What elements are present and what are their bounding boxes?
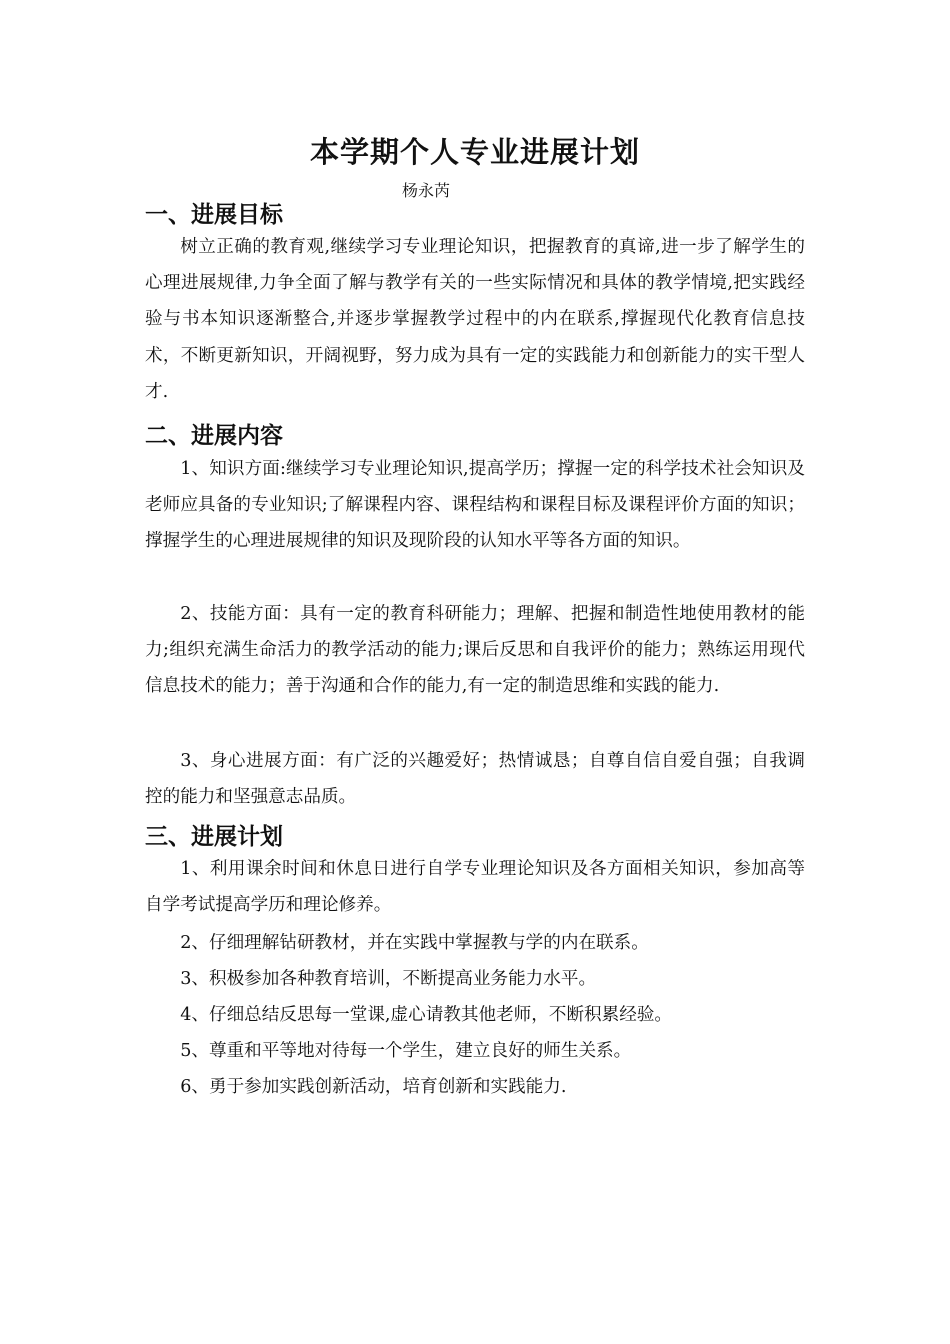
section-heading-content: 二、进展内容 xyxy=(145,423,283,449)
plan-item: 3、积极参加各种教育培训，不断提高业务能力水平。 xyxy=(180,969,597,989)
goals-paragraph: 树立正确的教育观,继续学习专业理论知识，把握教育的真谛,进一步了解学生的心理进展规律,力争全面了解与教学有关的一些实际情况和具体的教学情境,把实践经验与书本知识逐渐整合,并逐步掌握教学过程中的内在联系,撑握现代化教育信息技术，不断更新知识，开阔视野，努力成为具有一定的实践能力和创新能力的实干型人才. xyxy=(145,237,805,402)
plan-item: 5、尊重和平等地对待每一个学生，建立良好的师生关系。 xyxy=(180,1041,632,1061)
document-title: 本学期个人专业进展计划 xyxy=(309,135,640,169)
content-paragraph-knowledge: 1、知识方面:继续学习专业理论知识,提高学历；撑握一定的科学技术社会知识及老师应具备的专业知识;了解课程内容、课程结构和课程目标及课程评价方面的知识；撑握学生的心理进展规律的知识及现阶段的认知水平等各方面的知识。 xyxy=(145,459,805,552)
author-name: 杨永芮 xyxy=(402,181,451,200)
plan-item: 2、仔细理解钻研教材，并在实践中掌握教与学的内在联系。 xyxy=(180,933,649,953)
section-heading-plan: 三、进展计划 xyxy=(145,824,283,850)
plan-item: 4、仔细总结反思每一堂课,虚心请教其他老师，不断积累经验。 xyxy=(180,1005,673,1025)
content-paragraph-skills: 2、技能方面：具有一定的教育科研能力；理解、把握和制造性地使用教材的能力;组织充满生命活力的教学活动的能力;课后反思和自我评价的能力；熟练运用现代信息技术的能力；善于沟通和合作的能力,有一定的制造思维和实践的能力. xyxy=(145,604,805,697)
content-paragraph-mind: 3、身心进展方面：有广泛的兴趣爱好；热情诚恳；自尊自信自爱自强；自我调控的能力和坚强意志品质。 xyxy=(145,751,805,808)
plan-item: 1、利用课余时间和休息日进行自学专业理论知识及各方面相关知识，参加高等自学考试提高学历和理论修养。 xyxy=(145,859,805,916)
section-heading-goals: 一、进展目标 xyxy=(145,202,283,228)
plan-item: 6、勇于参加实践创新活动，培育创新和实践能力. xyxy=(180,1077,567,1097)
